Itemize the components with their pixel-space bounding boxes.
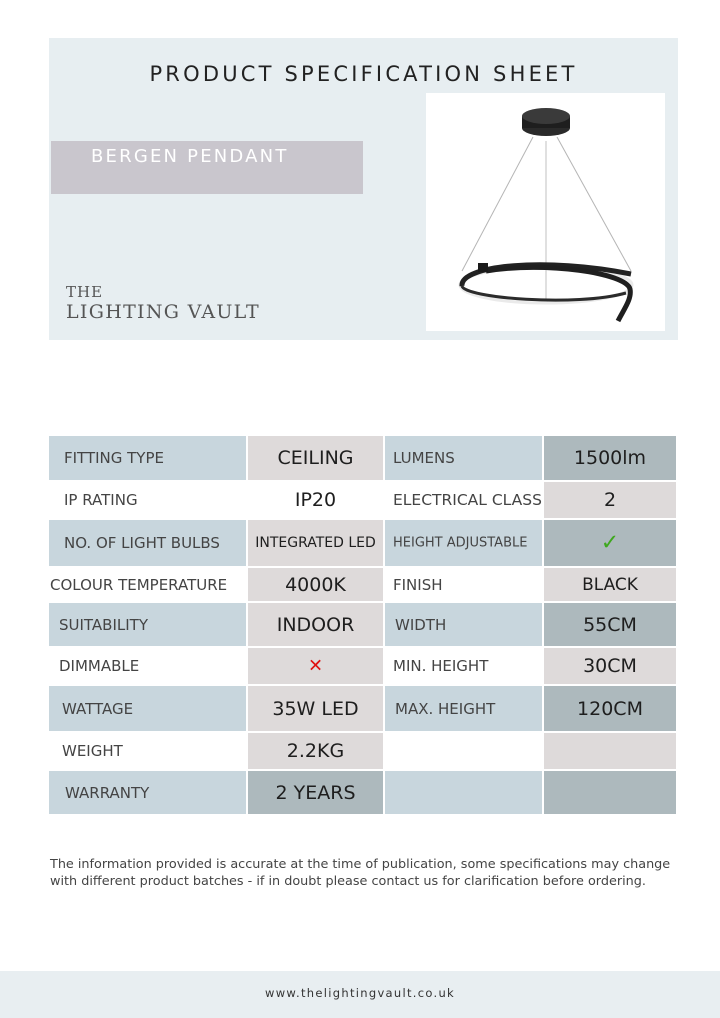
pendant-illustration [426, 93, 665, 331]
spec-value-cell [248, 436, 383, 480]
product-name: BERGEN PENDANT [91, 146, 289, 167]
spec-value-cell [544, 686, 676, 731]
spec-label: HEIGHT ADJUSTABLE [393, 535, 528, 551]
product-image [426, 93, 665, 331]
spec-value: 2.2KG [286, 740, 345, 762]
spec-value-cell [248, 771, 383, 814]
spec-label-cell [385, 771, 542, 814]
spec-value-cell [248, 733, 383, 769]
spec-label: WEIGHT [62, 742, 123, 760]
spec-value: 4000K [285, 573, 346, 596]
spec-value-cell [544, 733, 676, 769]
spec-label-cell [385, 482, 542, 518]
spec-label: MAX. HEIGHT [395, 699, 496, 718]
spec-label: IP RATING [64, 491, 138, 509]
spec-value: 2 YEARS [275, 781, 356, 804]
spec-label: WATTAGE [62, 699, 134, 718]
spec-label: WARRANTY [65, 783, 150, 802]
spec-label: SUITABILITY [59, 615, 149, 634]
spec-value: INTEGRATED LED [255, 535, 376, 551]
spec-label-cell [385, 733, 542, 769]
spec-label-cell [385, 520, 542, 566]
spec-label: FINISH [393, 575, 443, 594]
spec-value-cell [248, 686, 383, 731]
brand-logo-line1: THE [66, 283, 104, 301]
spec-label: WIDTH [395, 615, 447, 634]
spec-value-cell [544, 520, 676, 566]
spec-value-cell [248, 603, 383, 646]
spec-label: MIN. HEIGHT [393, 657, 489, 675]
spec-label-cell [49, 733, 246, 769]
spec-value: 30CM [583, 655, 637, 677]
spec-value: 1500lm [573, 447, 647, 469]
brand-logo-line2: LIGHTING VAULT [66, 301, 260, 323]
spec-value-cell [248, 568, 383, 601]
spec-value: IP20 [294, 489, 337, 511]
spec-label-cell [49, 771, 246, 814]
spec-label: FITTING TYPE [64, 449, 164, 467]
spec-value: CEILING [277, 447, 354, 469]
brand-logo [66, 285, 260, 322]
spec-value-cell [544, 568, 676, 601]
spec-label-cell [385, 603, 542, 646]
spec-label-cell [49, 648, 246, 684]
spec-label: DIMMABLE [59, 657, 140, 675]
spec-label-cell [49, 520, 246, 566]
spec-label: NO. OF LIGHT BULBS [64, 534, 220, 552]
spec-value-cell [544, 771, 676, 814]
spec-value-cell [544, 436, 676, 480]
spec-value: 2 [603, 489, 617, 511]
spec-value: BLACK [582, 574, 638, 595]
spec-value-cell [248, 520, 383, 566]
spec-label: COLOUR TEMPERATURE [50, 575, 228, 594]
spec-value-cell [248, 648, 383, 684]
spec-label-cell [49, 686, 246, 731]
spec-label-cell [49, 436, 246, 480]
spec-value-cell [544, 603, 676, 646]
spec-value: 120CM [577, 697, 643, 720]
spec-label-cell [385, 568, 542, 601]
footer-bar [0, 971, 720, 1018]
spec-value: 35W LED [272, 697, 359, 720]
spec-value-cell [544, 648, 676, 684]
spec-value-cell [248, 482, 383, 518]
spec-label-cell [49, 482, 246, 518]
check-icon: ✓ [600, 530, 620, 556]
footer-url: www.thelightingvault.co.uk [264, 986, 456, 1000]
product-name-box [51, 141, 363, 194]
spec-label: LUMENS [393, 449, 455, 467]
spec-value-cell [544, 482, 676, 518]
spec-label-cell [385, 436, 542, 480]
spec-label-cell [49, 603, 246, 646]
spec-value: 55CM [583, 613, 637, 636]
spec-label-cell [385, 648, 542, 684]
spec-label-cell [385, 686, 542, 731]
page-title: PRODUCT SPECIFICATION SHEET [149, 62, 578, 86]
cross-icon: ✕ [307, 655, 324, 677]
spec-value: INDOOR [276, 613, 355, 636]
disclaimer-text: The information provided is accurate at the time of publication, some specifications may change with different product batches - if in doubt please contact us for clarification before ordering. [50, 857, 671, 889]
spec-label: ELECTRICAL CLASS [393, 491, 542, 509]
spec-label-cell [49, 568, 246, 601]
